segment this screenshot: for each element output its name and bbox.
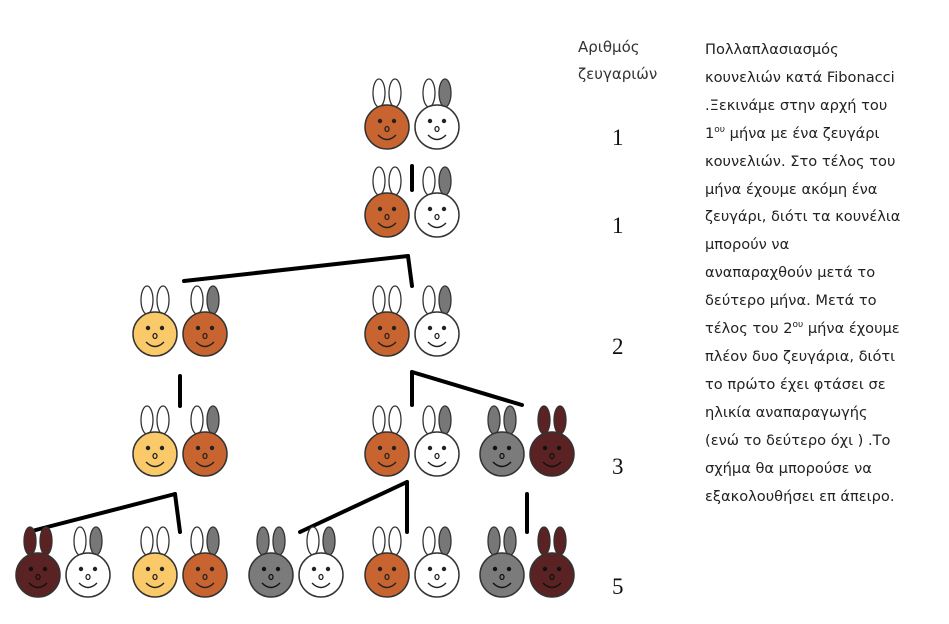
rabbit-eye: [428, 119, 432, 123]
rabbit-eye: [507, 446, 511, 450]
rabbit-eye: [442, 326, 446, 330]
description-text: [705, 36, 949, 510]
rabbit-eye: [442, 119, 446, 123]
rabbit-eye: [93, 567, 97, 571]
rabbit-ear: [554, 527, 566, 555]
rabbit-eye: [428, 567, 432, 571]
rabbit-orange-icon: [365, 286, 409, 356]
rabbit-ear: [389, 167, 401, 195]
rabbit-eye: [378, 446, 382, 450]
pair-count-gen-2: 1: [612, 213, 624, 238]
description-line: ζευγάρι, διότι τα κουνέλια: [705, 208, 901, 226]
rabbit-ear: [538, 406, 550, 434]
rabbit-eye: [442, 207, 446, 211]
tree-edge-g4a-to-g5b: [175, 494, 180, 532]
rabbit-ear: [157, 406, 169, 434]
header-line-1: Αριθμός: [578, 38, 640, 56]
rabbit-ear: [273, 527, 285, 555]
rabbit-ear: [488, 406, 500, 434]
rabbit-eye: [326, 567, 330, 571]
rabbit-ear: [191, 527, 203, 555]
rabbit-eye: [392, 207, 396, 211]
rabbit-eye: [210, 567, 214, 571]
rabbit-eye: [493, 567, 497, 571]
pair-count-gen-3: 2: [612, 334, 624, 359]
rabbit-ear: [40, 527, 52, 555]
rabbit-eye: [43, 567, 47, 571]
rabbit-eye: [196, 446, 200, 450]
rabbit-eye: [146, 326, 150, 330]
rabbit-ear: [24, 527, 36, 555]
rabbit-eye: [493, 446, 497, 450]
rabbit-ear: [389, 406, 401, 434]
description-line: πλέον δυο ζευγάρια, διότι: [705, 347, 896, 365]
rabbit-eye: [442, 446, 446, 450]
description-line: .Ξεκινάμε στην αρχή του: [705, 96, 888, 114]
rabbit-eye: [507, 567, 511, 571]
description-line: (ενώ το δεύτερο όχι ) .Το: [705, 431, 891, 449]
rabbit-eye: [392, 446, 396, 450]
rabbit-orange-icon: [183, 406, 227, 476]
rabbit-ear: [373, 406, 385, 434]
description-line: το πρώτο έχει φτάσει σε: [705, 375, 886, 393]
header-line-2: ζευγαριών: [578, 65, 658, 83]
pair-count-header: [578, 34, 690, 88]
rabbit-orange-icon: [365, 79, 409, 149]
description-line: κουνελιών κατά Fibonacci: [705, 68, 895, 86]
description-line: Πολλαπλασιασμός: [705, 41, 839, 58]
rabbit-eye: [146, 446, 150, 450]
rabbit-ear: [439, 286, 451, 314]
rabbit-eye: [557, 446, 561, 450]
rabbit-eye: [146, 567, 150, 571]
rabbit-orange-icon: [365, 167, 409, 237]
rabbit-white-icon: [415, 406, 459, 476]
description-line: δεύτερο μήνα. Μετά το: [705, 292, 877, 310]
rabbit-pair-g5c: [249, 527, 343, 597]
ordinal-superscript: ου: [792, 320, 804, 331]
rabbit-pair-g4b: [365, 406, 459, 476]
description-line: αναπαραχθούν μετά το: [705, 264, 876, 282]
rabbit-eye: [428, 446, 432, 450]
rabbit-ear: [373, 167, 385, 195]
rabbit-ear: [157, 527, 169, 555]
rabbit-white-icon: [66, 527, 110, 597]
rabbit-darkbrown-icon: [530, 406, 574, 476]
rabbit-ear: [141, 527, 153, 555]
rabbit-ear: [191, 286, 203, 314]
rabbit-ear: [373, 527, 385, 555]
rabbit-pair-g5d: [365, 527, 459, 597]
rabbit-eye: [557, 567, 561, 571]
description-line: εξακολουθήσει επ άπειρο.: [705, 487, 895, 505]
rabbit-yellow-icon: [133, 527, 177, 597]
rabbit-yellow-icon: [133, 406, 177, 476]
rabbit-ear: [389, 79, 401, 107]
rabbit-eye: [210, 326, 214, 330]
rabbit-gray-icon: [249, 527, 293, 597]
rabbit-darkbrown-icon: [16, 527, 60, 597]
rabbit-eye: [392, 326, 396, 330]
rabbit-ear: [538, 527, 550, 555]
rabbit-ear: [307, 527, 319, 555]
rabbit-eye: [210, 446, 214, 450]
rabbit-ear: [504, 527, 516, 555]
rabbit-ear: [90, 527, 102, 555]
rabbit-ear: [439, 406, 451, 434]
rabbit-eye: [196, 567, 200, 571]
description-line: σχήμα θα μπορούσε να: [705, 459, 872, 477]
rabbit-ear: [373, 286, 385, 314]
description-line: τέλος του $2^{o\upsilon}$ μήνα έχουμε: [705, 320, 900, 338]
rabbit-ear: [504, 406, 516, 434]
rabbit-ear: [141, 286, 153, 314]
rabbit-eye: [160, 567, 164, 571]
rabbit-eye: [428, 326, 432, 330]
rabbit-eye: [196, 326, 200, 330]
tree-edge-g3b-to-g4c: [412, 372, 522, 405]
description-line: ηλικία αναπαραγωγής: [705, 403, 868, 421]
description-line: μπορούν να: [705, 236, 790, 254]
rabbit-ear: [207, 527, 219, 555]
rabbit-eye: [160, 326, 164, 330]
rabbit-ear: [439, 79, 451, 107]
rabbit-pair-g4a: [133, 406, 227, 476]
rabbit-ear: [74, 527, 86, 555]
rabbit-eye: [442, 567, 446, 571]
rabbit-eye: [378, 567, 382, 571]
rabbit-ear: [373, 79, 385, 107]
rabbit-ear: [191, 406, 203, 434]
rabbit-ear: [423, 167, 435, 195]
rabbit-ear: [207, 406, 219, 434]
rabbit-pair-g5a: [16, 527, 110, 597]
tree-edge-g4b-to-g5c: [300, 482, 407, 532]
rabbit-eye: [378, 326, 382, 330]
rabbit-eye: [392, 567, 396, 571]
rabbit-pair-g5b: [133, 527, 227, 597]
rabbit-eye: [160, 446, 164, 450]
rabbit-orange-icon: [365, 406, 409, 476]
rabbit-eye: [378, 207, 382, 211]
rabbit-ear: [423, 527, 435, 555]
rabbit-pairs: [16, 79, 574, 597]
rabbit-pair-g4c: [480, 406, 574, 476]
rabbit-ear: [423, 406, 435, 434]
rabbit-ear: [423, 286, 435, 314]
rabbit-ear: [488, 527, 500, 555]
rabbit-ear: [423, 79, 435, 107]
rabbit-ear: [323, 527, 335, 555]
rabbit-ear: [554, 406, 566, 434]
rabbit-yellow-icon: [133, 286, 177, 356]
tree-edge-g4a-to-g5a: [28, 494, 175, 532]
rabbit-orange-icon: [183, 527, 227, 597]
rabbit-eye: [392, 119, 396, 123]
rabbit-eye: [428, 207, 432, 211]
rabbit-white-icon: [415, 79, 459, 149]
tree-edge-g2-to-g3b: [408, 256, 412, 286]
rabbit-eye: [378, 119, 382, 123]
rabbit-eye: [276, 567, 280, 571]
rabbit-eye: [543, 567, 547, 571]
rabbit-ear: [439, 167, 451, 195]
rabbit-orange-icon: [365, 527, 409, 597]
pair-count-gen-5: 5: [612, 574, 624, 599]
rabbit-orange-icon: [183, 286, 227, 356]
rabbit-pair-g3a: [133, 286, 227, 356]
rabbit-ear: [389, 527, 401, 555]
rabbit-eye: [543, 446, 547, 450]
rabbit-eye: [312, 567, 316, 571]
description-line: κουνελιών. Στο τέλος του: [705, 152, 896, 170]
description-line: $1^{o\upsilon}$ μήνα με ένα ζευγάρι: [705, 124, 880, 142]
pair-count-gen-4: 3: [612, 454, 624, 479]
rabbit-eye: [29, 567, 33, 571]
tree-edge-g2-to-g3a: [184, 256, 408, 281]
rabbit-ear: [207, 286, 219, 314]
rabbit-darkbrown-icon: [530, 527, 574, 597]
rabbit-eye: [262, 567, 266, 571]
rabbit-pair-g5e: [480, 527, 574, 597]
description-line: μήνα έχουμε ακόμη ένα: [705, 180, 878, 198]
rabbit-ear: [389, 286, 401, 314]
rabbit-ear: [439, 527, 451, 555]
rabbit-white-icon: [415, 167, 459, 237]
rabbit-white-icon: [415, 527, 459, 597]
rabbit-white-icon: [415, 286, 459, 356]
rabbit-ear: [257, 527, 269, 555]
rabbit-ear: [157, 286, 169, 314]
rabbit-gray-icon: [480, 527, 524, 597]
rabbit-white-icon: [299, 527, 343, 597]
rabbit-eye: [79, 567, 83, 571]
rabbit-gray-icon: [480, 406, 524, 476]
ordinal-superscript: ου: [714, 124, 726, 135]
rabbit-pair-g1: [365, 79, 459, 149]
pair-count-gen-1: 1: [612, 125, 624, 150]
rabbit-ear: [141, 406, 153, 434]
rabbit-pair-g3b: [365, 286, 459, 356]
